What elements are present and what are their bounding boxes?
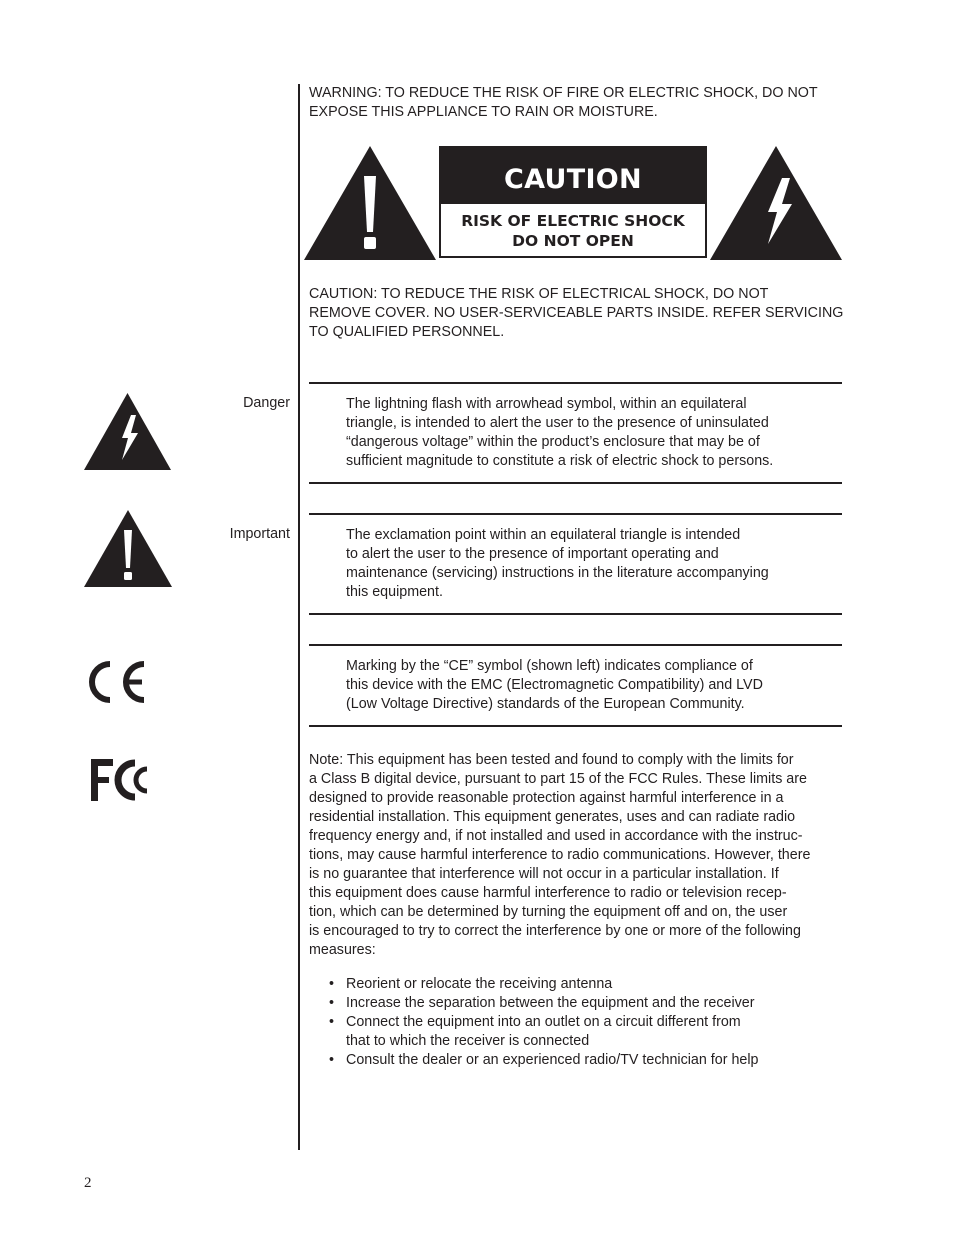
section-rule bbox=[309, 725, 842, 727]
warning-text: WARNING: TO REDUCE THE RISK OF FIRE OR ELECTRIC SHOCK, DO NOT EXPOSE THIS APPLIANCE TO RAIN OR MOISTURE. bbox=[309, 85, 818, 120]
section-rule bbox=[309, 613, 842, 615]
list-item: • Connect the equipment into an outlet on a circuit different from that to which the receiver is connected bbox=[309, 1013, 829, 1051]
list-item: • Consult the dealer or an experienced radio/TV technician for help bbox=[309, 1051, 829, 1070]
caution-label bbox=[439, 146, 707, 258]
important-label: Important bbox=[229, 526, 290, 542]
fcc-logo-text: FC bbox=[91, 757, 93, 758]
exclamation-triangle-icon bbox=[84, 510, 172, 587]
list-item: • Reorient or relocate the receiving antenna bbox=[309, 975, 829, 994]
section-rule bbox=[309, 482, 842, 484]
lightning-triangle-icon bbox=[710, 146, 842, 260]
fcc-measures bbox=[309, 975, 829, 1070]
exclamation-triangle-icon bbox=[304, 146, 436, 260]
fcc-note: Note: This equipment has been tested and found to comply with the limits for a Class B digital device, pursuant to part 15 of the FCC Rules. These limits are designed to provide reasonable protection against harmful interference in a residential installation. This equipment generates, uses and can radiate radio frequency energy and, if not installed and used in accordance with the instruc- tions, may cause harmful interference to radio communications. However, there is no guarantee that interference will not occur in a particular installation. If this equipment does cause harmful interference to radio or television recep- tion, which can be determined by turning the equipment off and on, the user is encouraged to try to correct the interference by one or more of the following measures: bbox=[309, 752, 811, 958]
danger-label: Danger bbox=[243, 395, 290, 411]
margin-rule bbox=[298, 84, 300, 1150]
danger-text: The lightning flash with arrowhead symbol, within an equilateral triangle, is intended to alert the user to the presence of uninsulated “dangerous voltage” within the product’s enclosure that may be of sufficient magnitude to constitute a risk of electric shock to persons. bbox=[346, 396, 774, 469]
ce-logo-text: CE bbox=[86, 660, 88, 661]
important-text: The exclamation point within an equilateral triangle is intended to alert the user to the presence of important operating and maintenance (servicing) instructions in the literature accompanying this equipment. bbox=[346, 527, 769, 600]
fcc-logo-icon bbox=[91, 757, 157, 803]
caution-text: CAUTION: TO REDUCE THE RISK OF ELECTRICAL SHOCK, DO NOT REMOVE COVER. NO USER-SERVICEABLE PARTS INSIDE. REFER SERVICING TO QUALIFIED PERSONNEL. bbox=[309, 286, 844, 340]
section-rule bbox=[309, 644, 842, 646]
section-rule bbox=[309, 382, 842, 384]
ce-mark-icon bbox=[86, 660, 148, 704]
ce-text: Marking by the “CE” symbol (shown left) indicates compliance of this device with the EMC (Electromagnetic Compatibility) and LVD (Low Voltage Directive) standards of the European Community. bbox=[346, 658, 763, 712]
list-item: • Increase the separation between the equipment and the receiver bbox=[309, 994, 829, 1013]
section-rule bbox=[309, 513, 842, 515]
page-number: 2 bbox=[84, 1175, 92, 1191]
caution-subtitle: RISK OF ELECTRIC SHOCK DO NOT OPEN bbox=[461, 212, 685, 250]
caution-title: CAUTION bbox=[441, 148, 705, 204]
lightning-triangle-icon bbox=[84, 393, 171, 470]
